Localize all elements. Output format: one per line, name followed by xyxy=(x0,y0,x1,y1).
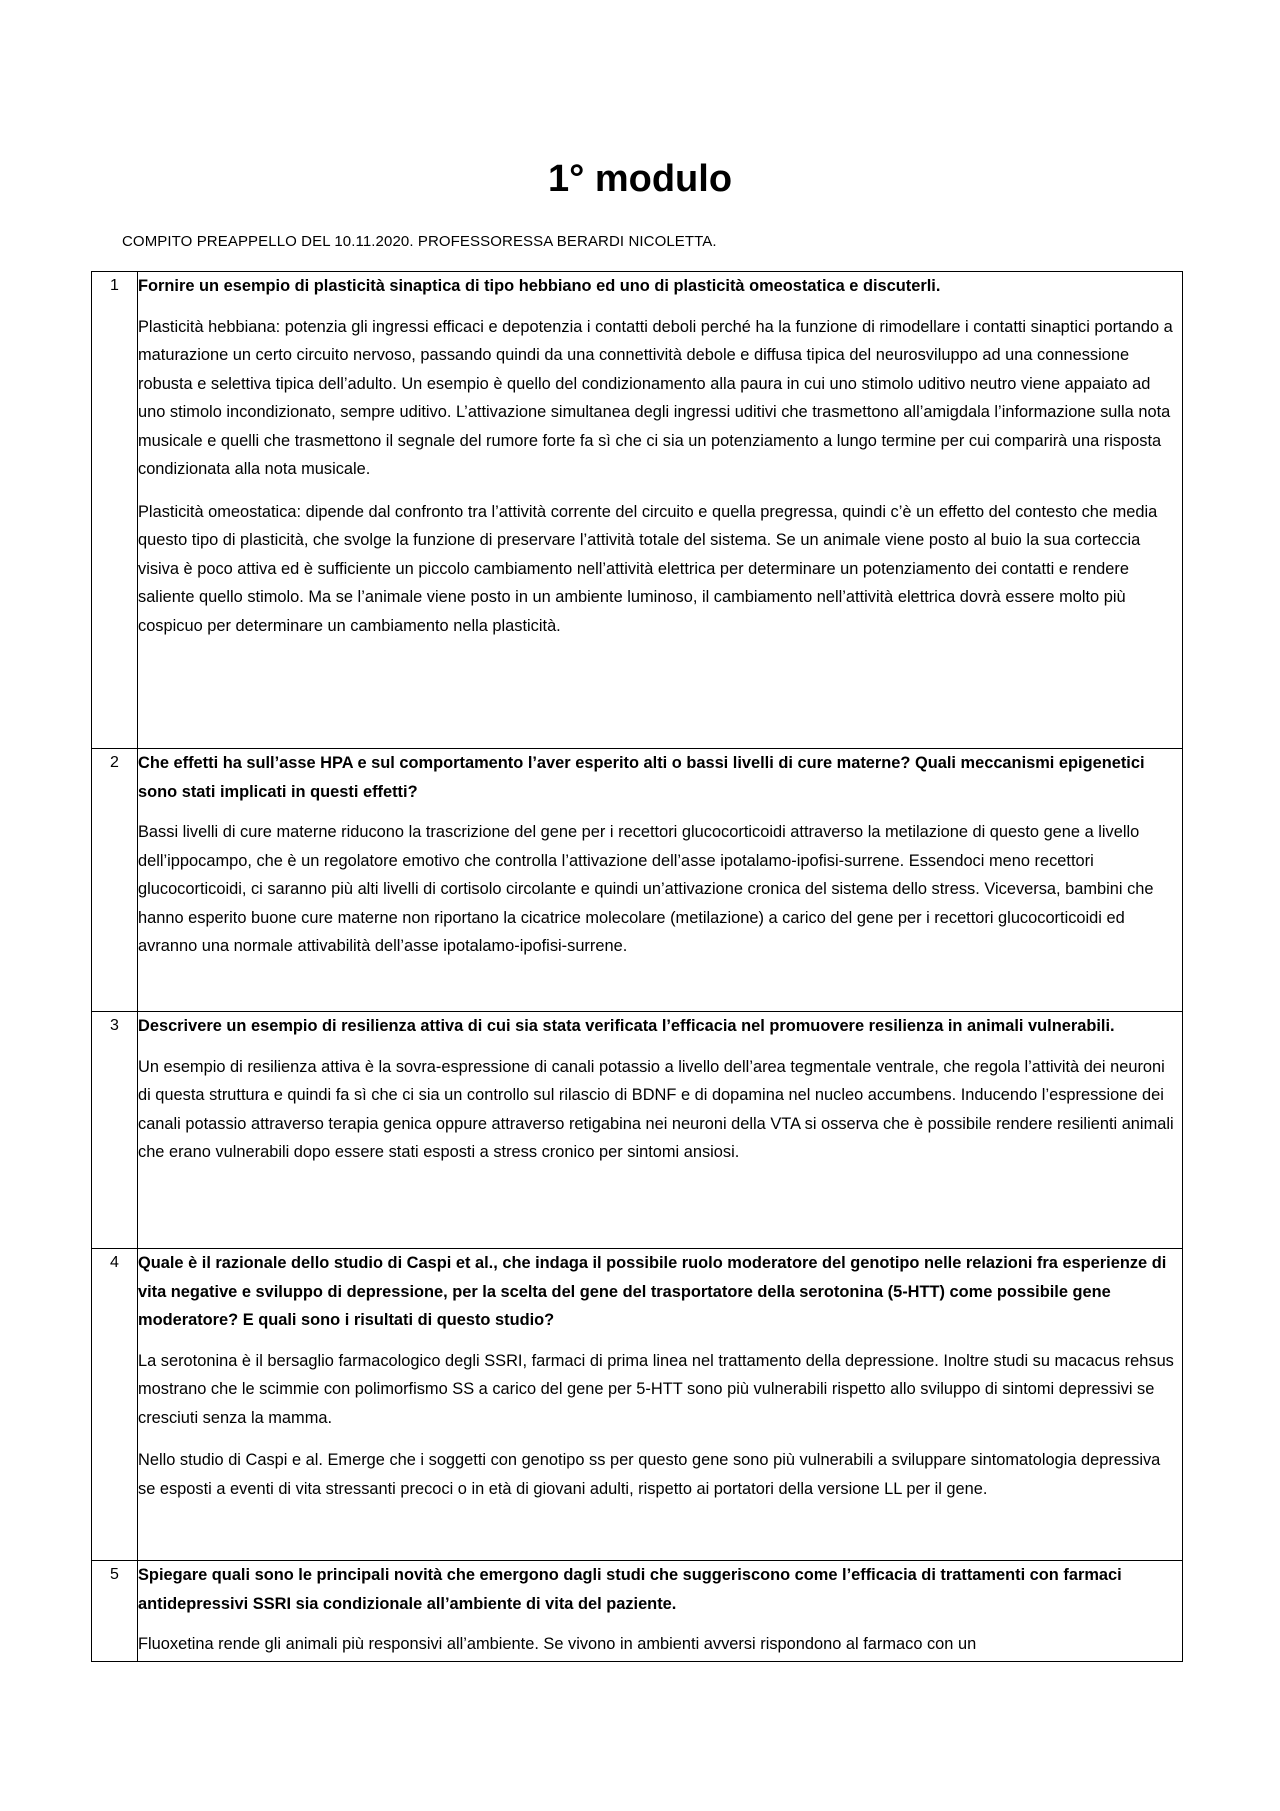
question-text: Che effetti ha sull’asse HPA e sul comportamento l’aver esperito alti o bassi livelli di cure materne? Quali meccanismi epigenetici sono stati implicati in questi effetti? xyxy=(138,754,1145,801)
page-title: 1° modulo xyxy=(547,158,733,200)
question-cell xyxy=(138,1561,1183,1662)
question-row xyxy=(92,272,1183,749)
question-row xyxy=(92,1249,1183,1561)
question-row xyxy=(92,1561,1183,1662)
question-number: 4 xyxy=(92,1249,138,1561)
answer-paragraph: Plasticità omeostatica: dipende dal confronto tra l’attività corrente del circuito e quella pregressa, quindi c’è un effetto del contesto che media questo tipo di plasticità, che svolge la funzione di preservare l’attività totale del sistema. Se un animale viene posto al buio la sua corteccia visiva è poco attiva ed è sufficiente un piccolo cambiamento nell’attività elettrica per determinare un potenziamento dei contatti e rendere saliente quello stimolo. Ma se l’animale viene posto in un ambiente luminoso, il cambiamento nell’attività elettrica dovrà essere molto più cospicuo per determinare un cambiamento nella plasticità. xyxy=(138,502,1158,635)
question-text: Descrivere un esempio di resilienza attiva di cui sia stata verificata l’efficacia nel promuovere resilienza in animali vulnerabili. xyxy=(138,1017,1115,1035)
answer-paragraph: Bassi livelli di cure materne riducono la trascrizione del gene per i recettori glucocorticoidi attraverso la metilazione di questo gene a livello dell’ippocampo, che è un regolatore emotivo che controlla l’attivazione dell’asse ipotalamo-ipofisi-surrene. Essendoci meno recettori glucocorticoidi, ci saranno più alti livelli di cortisolo circolante e quindi un’attivazione cronica del sistema dello stress. Viceversa, bambini che hanno esperito buone cure materne non riportano la cicatrice molecolare (metilazione) a carico del gene per i recettori glucocorticoidi ed avranno una normale attivabilità dell’asse ipotalamo-ipofisi-surrene. xyxy=(138,823,1154,955)
answer-paragraph: Plasticità hebbiana: potenzia gli ingressi efficaci e depotenzia i contatti deboli perché ha la funzione di rimodellare i contatti sinaptici portando a maturazione un certo circuito nervoso, passando quindi da una connettività debole e diffusa tipica del neurosviluppo ad una connessione robusta e selettiva tipica dell’adulto. Un esempio è quello del condizionamento alla paura in cui uno stimolo uditivo neutro viene appaiato ad uno stimolo incondizionato, sempre uditivo. L’attivazione simultanea degli ingressi uditivi che trasmettono all’amigdala l’informazione sulla nota musicale e quelli che trasmettono il segnale del rumore forte fa sì che ci sia un potenziamento a lungo termine per cui comparirà una risposta condizionata alla nota musicale. xyxy=(138,317,1173,478)
questions-table xyxy=(91,271,1183,1662)
question-cell xyxy=(138,272,1183,749)
question-cell xyxy=(138,1012,1183,1249)
question-row xyxy=(92,1012,1183,1249)
question-number: 2 xyxy=(92,749,138,1012)
answer-paragraph: Nello studio di Caspi e al. Emerge che i soggetti con genotipo ss per questo gene sono più vulnerabili a sviluppare sintomatologia depressiva se esposti a eventi di vita stressanti precoci o in età di giovani adulti, rispetto ai portatori della versione LL per il gene. xyxy=(138,1451,1161,1498)
question-cell xyxy=(138,1249,1183,1561)
question-number: 1 xyxy=(92,272,138,749)
question-number: 3 xyxy=(92,1012,138,1249)
question-number: 5 xyxy=(92,1561,138,1662)
question-text: Fornire un esempio di plasticità sinaptica di tipo hebbiano ed uno di plasticità omeostatica e discuterli. xyxy=(138,277,941,295)
question-text: Quale è il razionale dello studio di Caspi et al., che indaga il possibile ruolo moderatore del genotipo nelle relazioni fra esperienze di vita negative e sviluppo di depressione, per la scelta del gene del trasportatore della serotonina (5-HTT) come possibile gene moderatore? E quali sono i risultati di questo studio? xyxy=(138,1254,1167,1329)
exam-subtitle: COMPITO PREAPPELLO DEL 10.11.2020. PROFESSORESSA BERARDI NICOLETTA. xyxy=(122,233,717,250)
answer-paragraph: La serotonina è il bersaglio farmacologico degli SSRI, farmaci di prima linea nel trattamento della depressione. Inoltre studi su macacus rehsus mostrano che le scimmie con polimorfismo SS a carico del gene per 5-HTT sono più vulnerabili rispetto allo sviluppo di sintomi depressivi se cresciuti senza la mamma. xyxy=(138,1351,1174,1427)
question-cell xyxy=(138,749,1183,1012)
question-row xyxy=(92,749,1183,1012)
question-text: Spiegare quali sono le principali novità che emergono dagli studi che suggeriscono come l’efficacia di trattamenti con farmaci antidepressivi SSRI sia condizionale all’ambiente di vita del paziente. xyxy=(138,1566,1122,1613)
answer-paragraph: Fluoxetina rende gli animali più responsivi all’ambiente. Se vivono in ambienti avversi rispondono al farmaco con un xyxy=(138,1635,977,1653)
answer-paragraph: Un esempio di resilienza attiva è la sovra-espressione di canali potassio a livello dell’area tegmentale ventrale, che regola l’attività dei neuroni di questa struttura e quindi fa sì che ci sia un controllo sul rilascio di BDNF e di dopamina nel nucleo accumbens. Inducendo l’espressione dei canali potassio attraverso terapia genica oppure attraverso retigabina nei neuroni della VTA si osserva che è possibile rendere resilienti animali che erano vulnerabili dopo essere stati esposti a stress cronico per sintomi ansiosi. xyxy=(138,1057,1174,1161)
